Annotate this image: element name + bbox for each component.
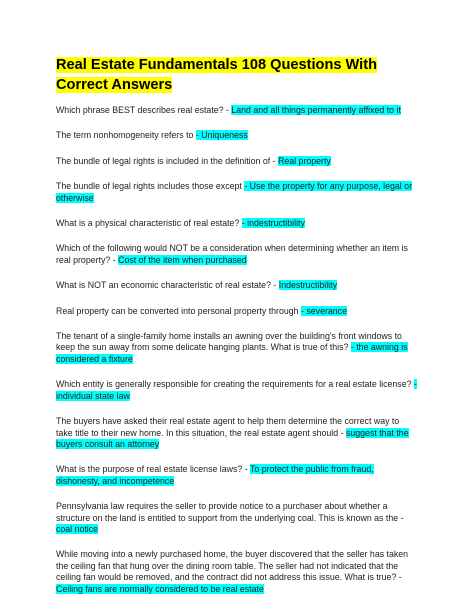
question-text: The tenant of a single-family home installs an awning over the building's front windows to keep the sun away from some delicate hanging plants. What is true of this? <box>56 331 402 353</box>
answer-text: To protect the public from fraud, dishonesty, and incompetence <box>56 464 374 486</box>
qa-item <box>56 243 418 266</box>
question-text: Real property can be converted into personal property through <box>56 305 301 316</box>
answer-text: suggest that the buyers consult an attorney <box>56 427 409 449</box>
question-text: The term nonhomogeneity refers to <box>56 130 196 141</box>
answer-text: Land and all things permanently affixed to it <box>231 105 401 115</box>
answer-text: Ceiling fans are normally considered to be real estate <box>56 583 264 594</box>
qa-item <box>56 130 418 141</box>
answer-text: - Use the property for any purpose, legal or otherwise <box>56 181 412 203</box>
question-text: What is the purpose of real estate license laws? - <box>56 464 250 475</box>
qa-item <box>56 156 418 167</box>
qa-list <box>56 105 418 595</box>
qa-item <box>56 218 418 229</box>
answer-text: - indestructibility <box>241 218 305 229</box>
question-text: What is NOT an economic characteristic of real estate? - <box>56 280 279 291</box>
document-title <box>56 55 418 95</box>
answer-text: - severance <box>301 305 347 316</box>
answer-text: Real property <box>278 155 331 166</box>
qa-item <box>56 464 418 487</box>
qa-item <box>56 379 418 402</box>
title-text: Real Estate Fundamentals 108 Questions With Correct Answers <box>56 57 378 93</box>
question-text: The buyers have asked their real estate agent to help them determine the correct way to take title to their new home. In this situation, the real estate agent should - <box>56 416 400 438</box>
qa-item <box>56 416 418 450</box>
qa-item <box>56 306 418 317</box>
qa-item <box>56 105 418 116</box>
qa-item <box>56 181 418 204</box>
qa-item <box>56 549 418 595</box>
answer-text: coal notice <box>56 523 99 534</box>
answer-text: - Uniqueness <box>195 130 248 141</box>
answer-text: Indestructibility <box>278 280 337 291</box>
question-text: Which entity is generally responsible for creating the requirements for a real estate license? <box>56 379 414 390</box>
document-page <box>56 55 418 609</box>
question-text: What is a physical characteristic of real estate? <box>56 218 242 229</box>
qa-item <box>56 331 418 365</box>
question-text: Pennsylvania law requires the seller to provide notice to a purchaser about whether a structure on the land is entitled to support from the underlying coal. This is known as the - <box>56 501 404 523</box>
question-text: The bundle of legal rights is included in the definition of - <box>56 155 279 166</box>
answer-text: - the awning is considered a fixture <box>56 342 408 364</box>
question-text: Which phrase BEST describes real estate? - <box>56 105 232 115</box>
question-text: The bundle of legal rights includes those except <box>56 181 245 192</box>
qa-item <box>56 501 418 535</box>
answer-text: - individual state law <box>56 379 417 401</box>
question-text: Which of the following would NOT be a consideration when determining whether an item is real property? - <box>56 243 408 265</box>
qa-item <box>56 280 418 291</box>
question-text: While moving into a newly purchased home, the buyer discovered that the seller has taken the ceiling fan that hung over the dining room table. The seller had not indicated that the ceiling fan would be removed, and the contract did not address this issue. What is true? - <box>56 549 409 583</box>
answer-text: Cost of the item when purchased <box>118 254 247 265</box>
